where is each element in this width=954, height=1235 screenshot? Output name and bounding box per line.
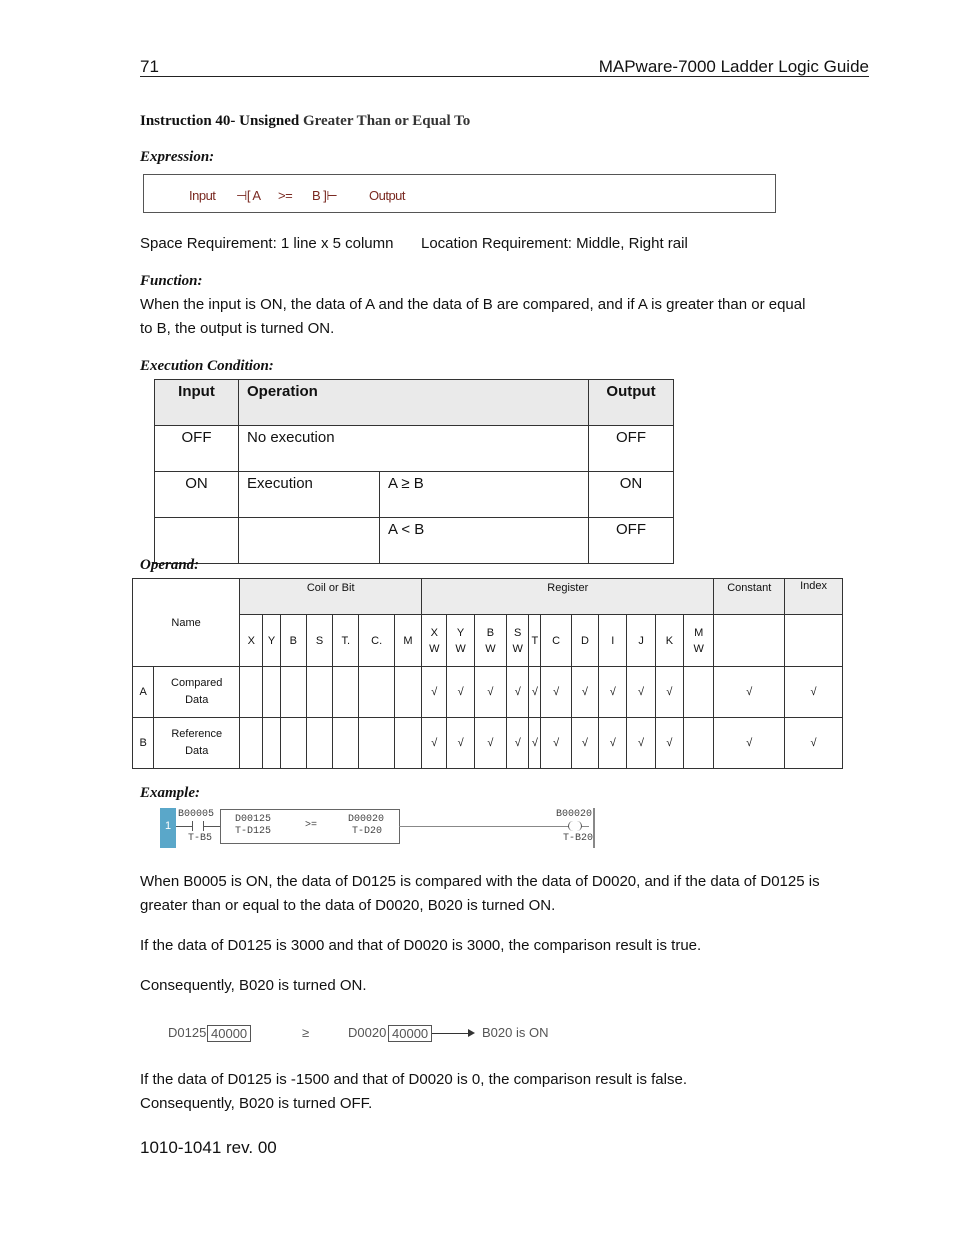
register-cell: √	[541, 667, 571, 718]
register-col-header	[507, 615, 529, 667]
coil-cell	[333, 667, 359, 718]
coil-col-header: Y	[263, 615, 280, 667]
register-cell: √	[474, 667, 506, 718]
register-cell: √	[422, 718, 447, 769]
coil-cell	[280, 667, 306, 718]
register-col-header	[541, 615, 571, 667]
register-cell: √	[627, 718, 655, 769]
register-cell: √	[655, 667, 683, 718]
constant-cell: √	[714, 667, 785, 718]
register-col-line1: I	[611, 634, 615, 647]
operand-a-tag: T-D125	[235, 826, 272, 837]
instruction-title	[140, 113, 470, 130]
operand-id: A	[133, 667, 154, 718]
coil-col-header: X	[240, 615, 263, 667]
coil-col-header: B	[280, 615, 306, 667]
cmp-a-value: 40000	[207, 1025, 251, 1042]
execution-header-row	[155, 380, 674, 426]
register-col-line2: W	[693, 642, 704, 655]
function-text: When the input is ON, the data of A and the data of B are compared, and if A is greater than or equal to B, the output is turned ON.	[140, 296, 806, 337]
exec-output: ON	[589, 472, 674, 518]
operand-b-tag: T-D20	[352, 826, 383, 837]
ladder-diagram	[160, 808, 600, 850]
register-col-header	[529, 615, 541, 667]
cmp-a-label: D0125	[168, 1025, 207, 1040]
register-col-line1: B	[486, 626, 495, 639]
exec-condition: A < B	[380, 518, 589, 564]
coil-cell	[359, 667, 394, 718]
register-cell: √	[507, 667, 529, 718]
register-cell: √	[474, 718, 506, 769]
operand-name-line2: Data	[185, 694, 209, 706]
operand-group-constant: Constant	[714, 579, 785, 615]
exec-input: ON	[155, 472, 239, 518]
exec-header-input: Input	[155, 380, 239, 426]
coil-cell	[306, 667, 332, 718]
register-cell: √	[447, 667, 474, 718]
function-label: Function:	[140, 273, 203, 289]
register-cell: √	[599, 718, 627, 769]
cmp-operator: ≥	[302, 1025, 310, 1040]
register-col-line2: W	[429, 642, 440, 655]
register-col-header	[422, 615, 447, 667]
exec-operation: No execution	[239, 426, 589, 472]
coil-cell	[263, 667, 280, 718]
operand-b-address: D00020	[348, 814, 385, 825]
execution-label: Execution Condition:	[140, 358, 274, 374]
coil-cell	[240, 718, 263, 769]
example-label: Example:	[140, 785, 200, 801]
register-col-line1: M	[694, 626, 704, 639]
coil-cell	[240, 667, 263, 718]
register-cell: √	[599, 667, 627, 718]
expression-output: Output	[369, 188, 406, 203]
register-cell: √	[529, 718, 541, 769]
register-cell	[684, 718, 714, 769]
constant-col-blank	[714, 615, 785, 667]
constant-cell: √	[714, 718, 785, 769]
register-col-line1: T	[531, 634, 539, 647]
compare-operator: >=	[305, 820, 318, 831]
register-col-line1: D	[580, 634, 589, 647]
location-requirement: Location Requirement: Middle, Right rail	[421, 235, 688, 252]
register-cell: √	[541, 718, 571, 769]
coil-col-header: M	[394, 615, 421, 667]
operand-group-register: Register	[422, 579, 714, 615]
register-cell: √	[447, 718, 474, 769]
table-row	[155, 472, 674, 518]
register-cell	[684, 667, 714, 718]
operand-name-line1: Compared	[171, 677, 223, 689]
rung-number: 1	[165, 820, 172, 832]
register-col-header	[599, 615, 627, 667]
instruction-title-rest: Greater Than or Equal To	[302, 113, 471, 129]
comparison-illustration	[165, 1025, 565, 1045]
exec-header-operation: Operation	[239, 380, 589, 426]
coil-cell	[394, 667, 421, 718]
arrowhead-icon	[468, 1029, 475, 1037]
register-cell: √	[571, 667, 598, 718]
table-row	[133, 718, 843, 769]
register-col-line2: W	[455, 642, 466, 655]
example-text-1: When B0005 is ON, the data of D0125 is compared with the data of D0020, and if the data of D0125 is greater than or equal to the data of D0020, B020 is turned ON.	[140, 873, 820, 914]
table-row	[133, 667, 843, 718]
execution-table	[154, 379, 674, 564]
table-row	[155, 518, 674, 564]
coil-cell	[263, 718, 280, 769]
index-col-blank	[785, 615, 843, 667]
expression-input: Input	[189, 188, 216, 203]
cmp-b-value: 40000	[388, 1025, 432, 1042]
contact-symbol	[192, 821, 204, 831]
exec-header-output: Output	[589, 380, 674, 426]
register-cell: √	[529, 667, 541, 718]
operand-a-address: D00125	[235, 814, 272, 825]
register-col-line1: Y	[456, 626, 465, 639]
exec-output: OFF	[589, 426, 674, 472]
coil-symbol	[568, 821, 582, 831]
table-row	[155, 426, 674, 472]
index-cell: √	[785, 667, 843, 718]
document-title: MAPware-7000 Ladder Logic Guide	[598, 57, 869, 76]
operand-name	[154, 718, 240, 769]
operand-name	[154, 667, 240, 718]
operand-table	[132, 578, 843, 769]
cmp-b-label: D0020	[348, 1025, 387, 1040]
operand-label: Operand:	[140, 557, 200, 573]
header-rule	[140, 76, 869, 77]
operand-group-index: Index	[785, 579, 843, 615]
space-requirement: Space Requirement: 1 line x 5 column	[140, 235, 394, 252]
exec-operation: Execution	[239, 472, 380, 518]
example-text-4: If the data of D0125 is -1500 and that of D0020 is 0, the comparison result is false.	[140, 1071, 687, 1088]
register-col-line1: K	[665, 634, 674, 647]
register-col-header	[447, 615, 474, 667]
register-cell: √	[627, 667, 655, 718]
register-col-header	[627, 615, 655, 667]
coil-cell	[280, 718, 306, 769]
register-col-header	[571, 615, 598, 667]
exec-operation	[239, 518, 380, 564]
coil-address: B00020	[556, 809, 593, 820]
coil-col-header: S	[306, 615, 332, 667]
operand-name-line1: Reference	[171, 728, 223, 740]
exec-output: OFF	[589, 518, 674, 564]
expression-open: ⊣[ A	[236, 188, 261, 203]
register-col-line1: J	[638, 634, 644, 647]
expression-box	[143, 174, 776, 213]
coil-cell	[359, 718, 394, 769]
operand-group-row	[133, 579, 843, 615]
register-col-line2: W	[512, 642, 523, 655]
register-col-header	[684, 615, 714, 667]
operand-id: B	[133, 718, 154, 769]
register-col-line1: S	[514, 626, 522, 639]
operand-subheader-row	[133, 615, 843, 667]
register-col-line1: C	[552, 634, 561, 647]
register-col-header	[474, 615, 506, 667]
register-col-line1: X	[430, 626, 438, 639]
register-cell: √	[655, 718, 683, 769]
expression-label: Expression:	[140, 149, 215, 165]
example-text-3: Consequently, B020 is turned ON.	[140, 977, 367, 994]
cmp-result: B020 is ON	[482, 1025, 549, 1040]
register-col-header	[655, 615, 683, 667]
rung-wire	[399, 826, 589, 827]
operand-name-header: Name	[133, 579, 240, 667]
coil-col-header: T.	[333, 615, 359, 667]
right-rail	[593, 808, 595, 848]
contact-tag: T-B5	[188, 833, 213, 844]
coil-cell	[333, 718, 359, 769]
instruction-title-bold: Instruction 40- Unsigned	[140, 113, 300, 129]
coil-col-header: C.	[359, 615, 394, 667]
operand-name-line2: Data	[185, 745, 209, 757]
example-text-2: If the data of D0125 is 3000 and that of D0020 is 3000, the comparison result is true.	[140, 937, 702, 954]
coil-cell	[306, 718, 332, 769]
expression-close: B ]⊢	[312, 188, 338, 203]
exec-input: OFF	[155, 426, 239, 472]
index-cell: √	[785, 718, 843, 769]
register-cell: √	[422, 667, 447, 718]
coil-cell	[394, 718, 421, 769]
expression-operator: >=	[278, 188, 293, 203]
register-cell: √	[571, 718, 598, 769]
coil-tag: T-B20	[563, 833, 594, 844]
footer-revision: 1010-1041 rev. 00	[140, 1138, 277, 1157]
exec-condition: A ≥ B	[380, 472, 589, 518]
register-cell: √	[507, 718, 529, 769]
contact-address: B00005	[178, 809, 215, 820]
example-text-5: Consequently, B020 is turned OFF.	[140, 1095, 373, 1112]
page-number: 71	[140, 57, 159, 76]
arrow-icon	[432, 1033, 472, 1034]
operand-group-coil: Coil or Bit	[240, 579, 422, 615]
register-col-line2: W	[485, 642, 496, 655]
